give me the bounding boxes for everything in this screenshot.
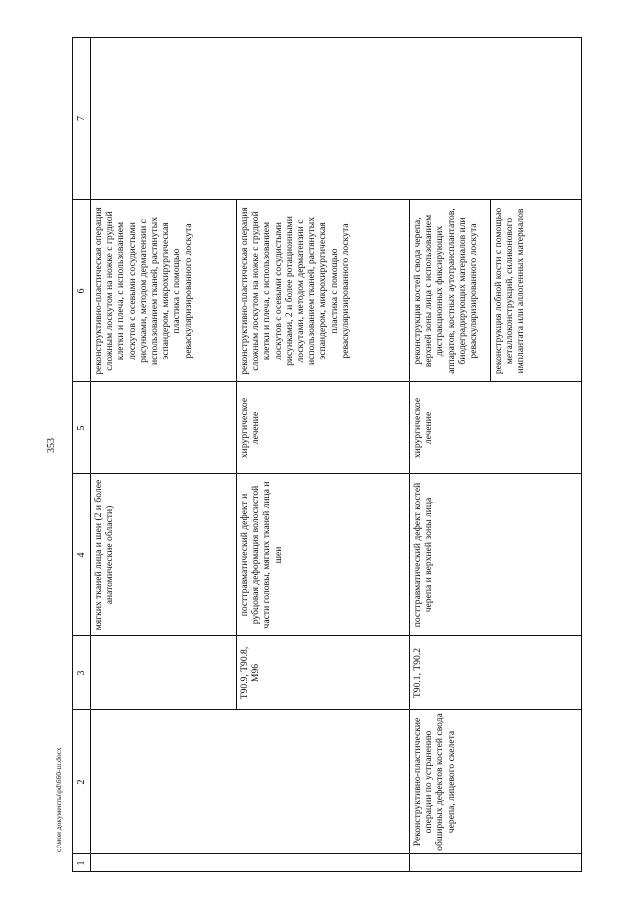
header-col-3: 3 (75, 670, 87, 676)
header-col-2: 2 (75, 779, 87, 785)
header-col-5: 5 (75, 425, 87, 431)
header-col-6: 6 (75, 288, 87, 294)
footer-file-path: c:\мои документы\pd\660-ш.docx (54, 747, 63, 852)
cell-r3-method-a: реконструкция костей свода черепа, верхней зоны лица с использованием дистракционных фиксирующих аппаратов, костных аутотрансплантатов, биодеградирующих материалов или реваскуляризированного лоскута (412, 208, 480, 374)
rotated-table (72, 37, 582, 872)
cell-r3-procedure-group: Реконструктивно-пластические операции по устранению обширных дефектов костей свода черепа, лицевого скелета (412, 713, 457, 851)
cell-r2-codes: Т90.9, Т90.8, М96 (239, 646, 262, 700)
header-col-7: 7 (75, 116, 87, 121)
cell-r2-treatment: хирургическое лечение (239, 397, 262, 459)
cell-r3-diagnosis: посттравматический дефект костей черепа и верхней зоны лица (412, 482, 435, 628)
header-col-4: 4 (75, 552, 87, 558)
cell-r1-method: реконструктивно-пластическая операция сложным лоскутом на ножке с грудной клетки и плеча, с использованием лоскутов с осевыми сосудистыми рисунками, методом дерматензии с использованием тканей, растянутых эспандером, микрохирургическая пластика с помощью реваскуляризированного лоскута (93, 207, 194, 375)
header-divider (90, 37, 91, 872)
cell-r2-diagnosis: посттравматический дефект и рубцовая деформация волосистой части головы, мягких тканей лица и шеи (239, 481, 284, 629)
header-col-1: 1 (75, 860, 87, 866)
medical-procedures-table (72, 37, 582, 872)
cell-r3-method-b: реконструкция лобной кости с помощью металлоконструкций, силиконового имплантата или аллогенных материалов (493, 207, 527, 375)
cell-r2-method: реконструктивно-пластическая операция сложным лоскутом на ножке с грудной клетки и плеча, с использованием лоскутов с осевыми сосудистыми рисунками, 2 и более ротационными лоскутами, методом дерматензии с использованием тканей, растянутых эспандером, микрохирургическая пластика с помощью реваскуляризированного лоскута (239, 207, 351, 375)
cell-r3-codes: Т90.1, Т90.2 (412, 647, 423, 699)
cell-r3-treatment: хирургическое лечение (412, 397, 435, 459)
cell-r1-diagnosis: мягких тканей лица и шеи (2 и более анатомические области) (93, 479, 116, 631)
page-number: 353 (46, 438, 57, 453)
